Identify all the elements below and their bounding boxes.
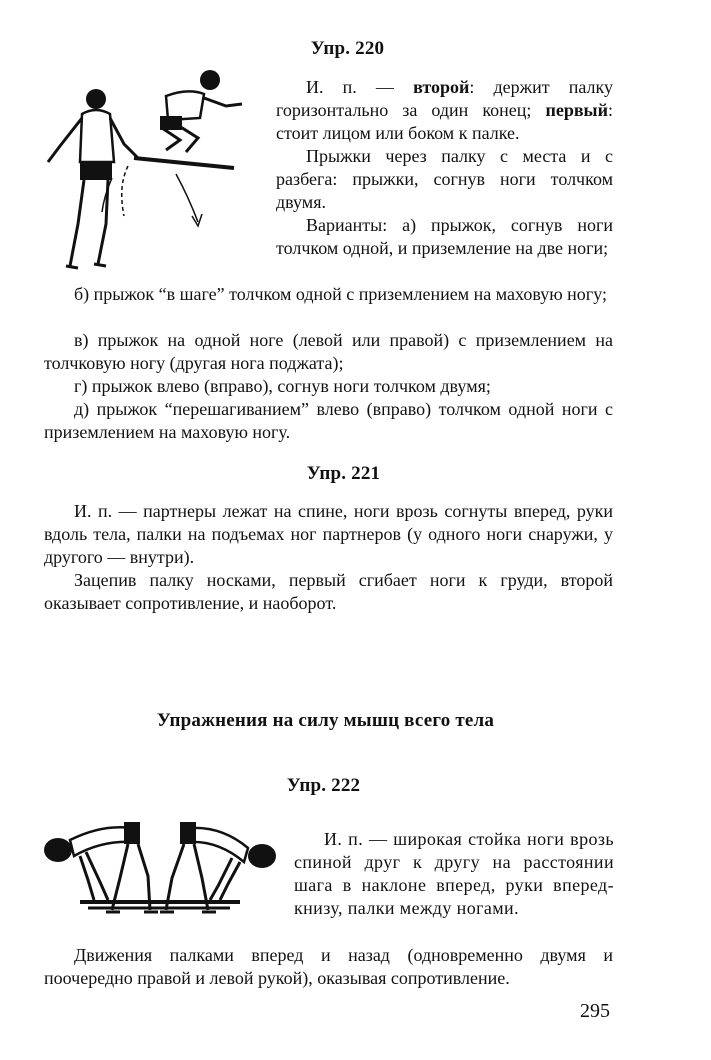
exercise-221-title: Упр. 221 xyxy=(306,463,381,484)
section-title: Упражнения на силу мышц всего тела xyxy=(156,710,495,731)
exercise-222-title: Упр. 222 xyxy=(286,775,361,796)
exercise-220-paragraph-7: д) прыжок “перешагиванием” влево (вправо) толчком одной ноги с приземлением на маховую ногу. xyxy=(44,399,613,442)
exercise-222-paragraph-1: И. п. — широкая стойка ноги врозь спиной друг к другу на расстоянии шага в наклоне вперед, руки вперед-книзу, палки между ногами. xyxy=(294,829,614,918)
exercise-222-illustration xyxy=(40,812,280,922)
exercise-220-paragraph-5: в) прыжок на одной ноге (левой или правой) с приземлением на толчковую ногу (другая нога поджата); xyxy=(44,330,613,373)
exercise-220-paragraph-3: Варианты: а) прыжок, согнув ноги толчком одной, и приземление на две ноги; xyxy=(276,215,613,258)
exercise-220-paragraph-2: Прыжки через палку с места и с разбега: прыжки, согнув ноги толчком двумя. xyxy=(276,146,613,212)
exercise-220-paragraph-1: И. п. — второй: держит палку горизонтально за один конец; первый: стоит лицом или боком к палке. xyxy=(276,77,613,143)
exercise-221-paragraph-2: Зацепив палку носками, первый сгибает ноги к груди, второй оказывает сопротивление, и наоборот. xyxy=(44,570,613,613)
exercise-220-illustration xyxy=(38,66,248,276)
exercise-220-title: Упр. 220 xyxy=(310,38,385,59)
exercise-222-paragraph-2: Движения палками вперед и назад (одновременно двумя и поочередно правой и левой рукой), оказывая сопротивление. xyxy=(44,945,613,988)
page-number: 295 xyxy=(580,1000,610,1022)
exercise-221-paragraph-1: И. п. — партнеры лежат на спине, ноги врозь согнуты вперед, руки вдоль тела, палки на подъемах ног партнеров (у одного ноги снаружи, у другого — внутри). xyxy=(44,501,613,567)
exercise-220-paragraph-4: б) прыжок “в шаге” толчком одной с приземлением на маховую ногу; xyxy=(74,284,607,304)
exercise-220-paragraph-6: г) прыжок влево (вправо), согнув ноги толчком двумя; xyxy=(74,376,491,396)
